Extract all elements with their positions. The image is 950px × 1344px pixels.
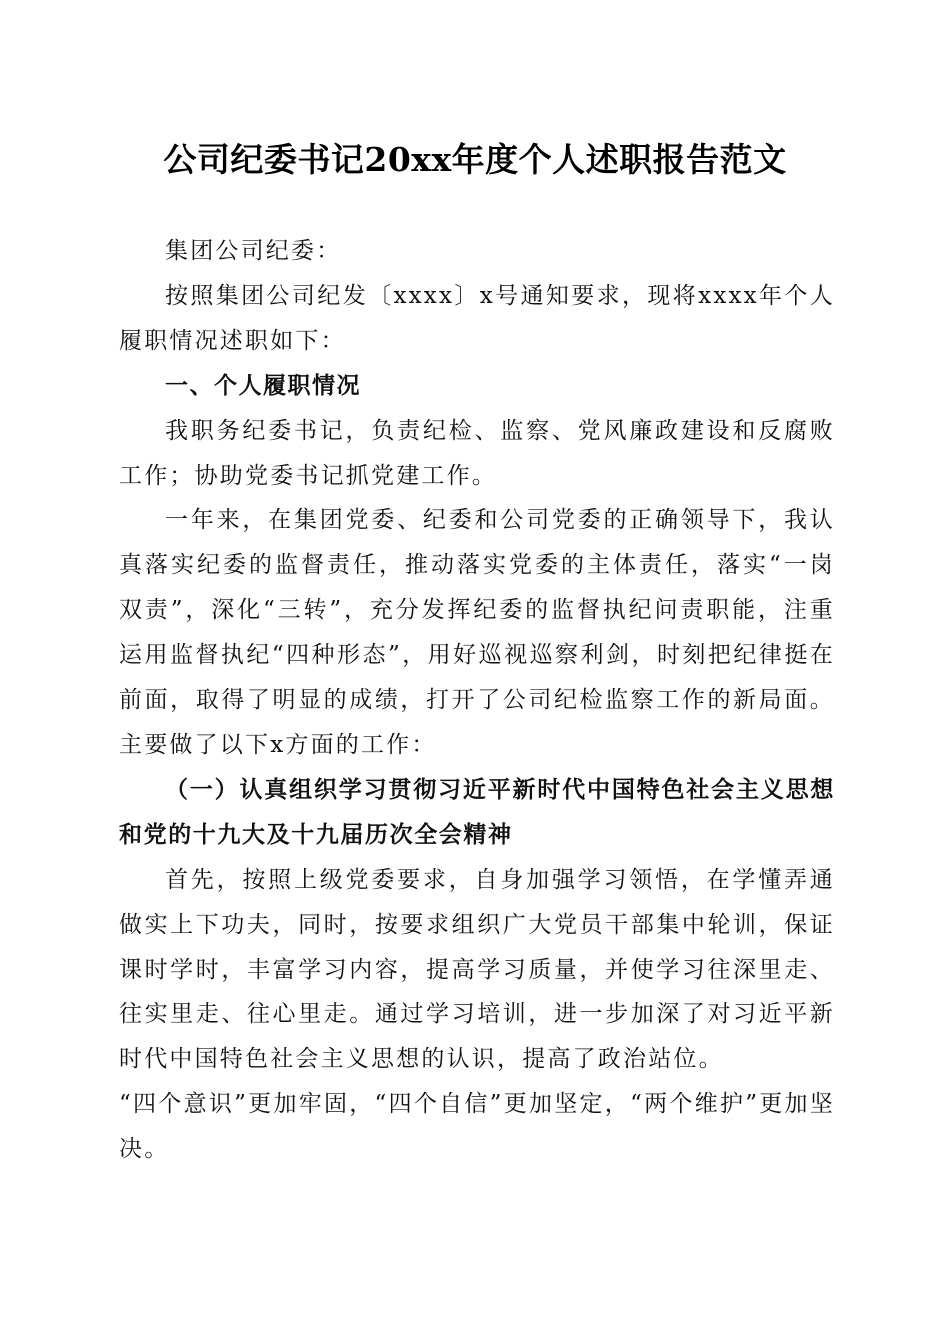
subsection-heading: （一）认真组织学习贯彻习近平新时代中国特色社会主义思想和党的十九大及十九届历次全会精神 xyxy=(119,775,835,848)
document-title: 公司纪委书记20xx年度个人述职报告范文 xyxy=(163,140,787,179)
duty-paragraph: 我职务纪委书记，负责纪检、监察、党风廉政建设和反腐败工作；协助党委书记抓党建工作。 xyxy=(119,417,835,489)
study-paragraph: 首先，按照上级党委要求，自身加强学习领悟，在学懂弄通做实上下功夫，同时，按要求组织广大党员干部集中轮训，保证课时学时，丰富学习内容，提高学习质量，并使学习往深里走、往实里走、往心里走。通过学习培训，进一步加深了对习近平新时代中国特色社会主义思想的认识，提高了政治站位。 xyxy=(119,866,835,1073)
salutation: 集团公司纪委： xyxy=(165,238,342,264)
intro-paragraph: 按照集团公司纪发〔xxxx〕x号通知要求，现将xxxx年个人履职情况述职如下： xyxy=(119,282,835,354)
section-heading: 一、个人履职情况 xyxy=(165,372,361,399)
summary-paragraph: 一年来，在集团党委、纪委和公司党委的正确领导下，我认真落实纪委的监督责任，推动落实党委的主体责任，落实“一岗双责”，深化“三转”，充分发挥纪委的监督执纪问责职能，注重运用监督执纪“四种形态”，用好巡视巡察利剑，时刻把纪律挺在前面，取得了明显的成绩，打开了公司纪检监察工作的新局面。主要做了以下x方面的工作： xyxy=(119,507,835,758)
document-body xyxy=(119,229,835,1172)
conclusion-paragraph: “四个意识”更加牢固，“四个自信”更加坚定，“两个维护”更加坚决。 xyxy=(119,1091,835,1163)
